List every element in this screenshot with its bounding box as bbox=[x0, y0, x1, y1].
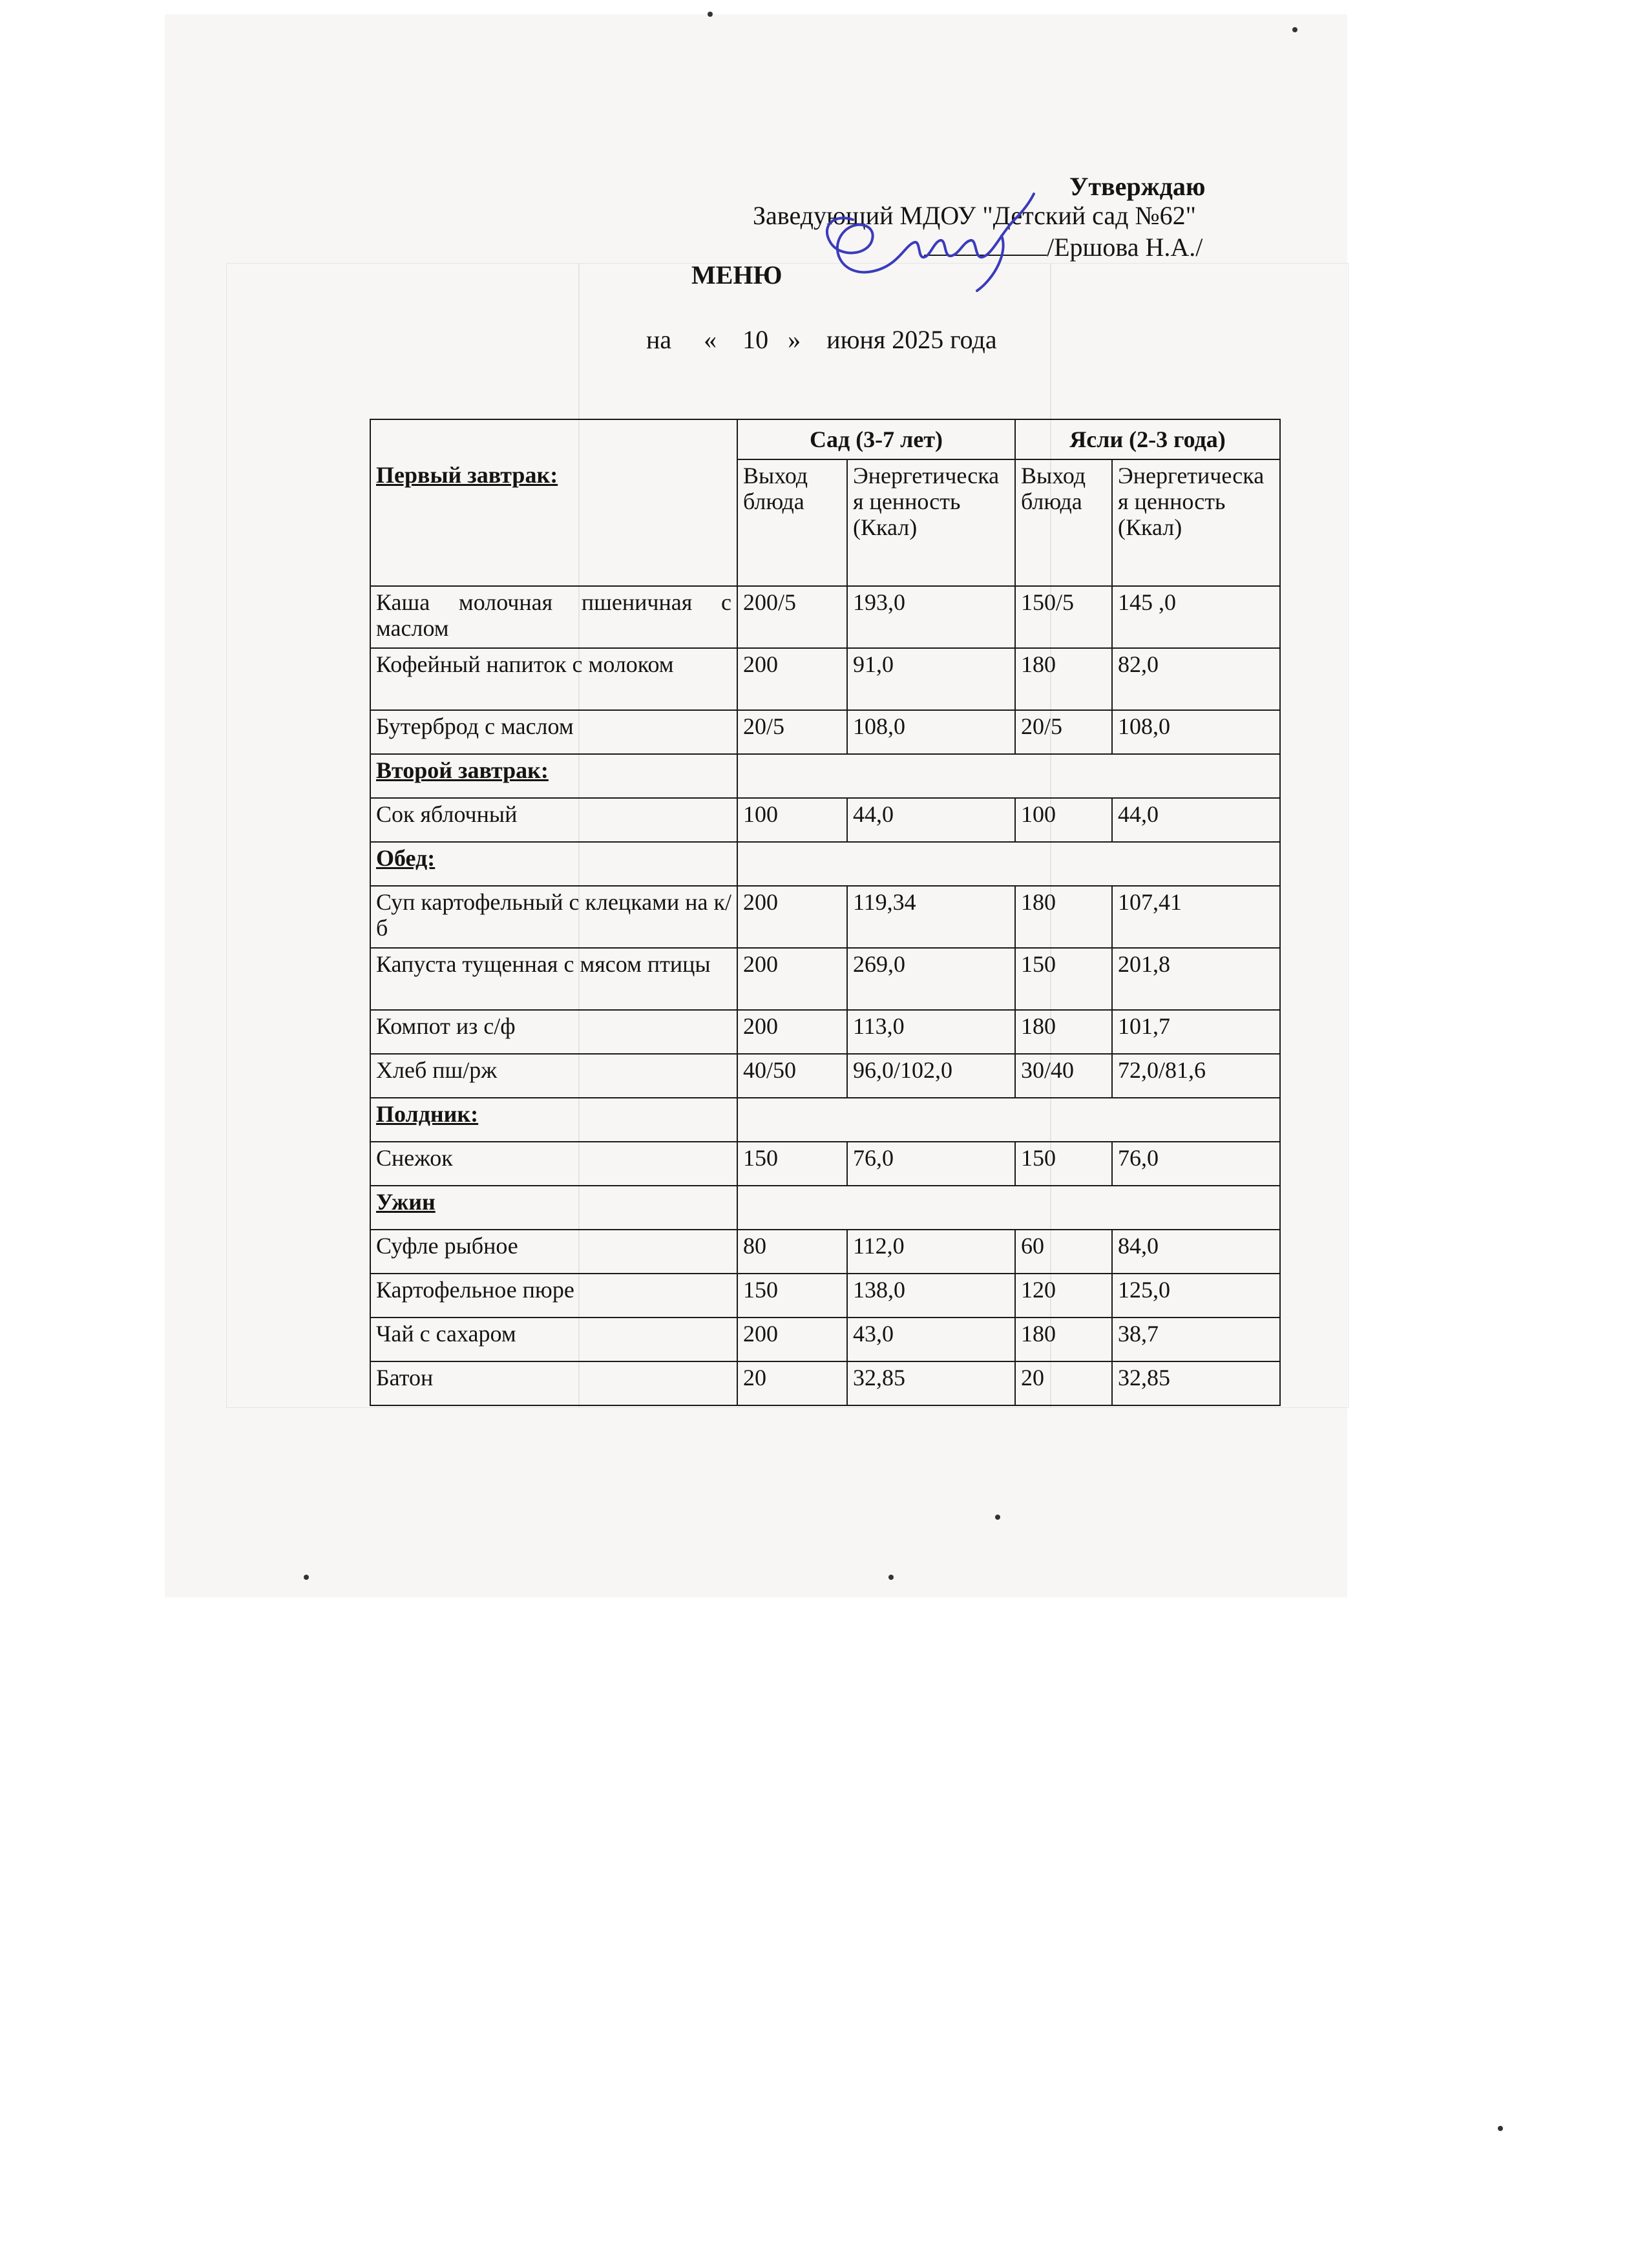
output-yasli-cell: 150 bbox=[1015, 1142, 1112, 1186]
output-yasli-cell: 180 bbox=[1015, 648, 1112, 710]
table-row bbox=[370, 1361, 1280, 1405]
scan-speck bbox=[304, 1575, 309, 1580]
section-empty-cell bbox=[737, 842, 1280, 886]
energy-yasli-cell: 72,0/81,6 bbox=[1112, 1054, 1280, 1098]
output-sad-cell: 200 bbox=[737, 648, 847, 710]
output-yasli-cell: 180 bbox=[1015, 1010, 1112, 1054]
energy-yasli-cell: 101,7 bbox=[1112, 1010, 1280, 1054]
energy-sad-cell: 91,0 bbox=[847, 648, 1015, 710]
section-title: Первый завтрак: bbox=[370, 459, 737, 586]
energy-yasli-cell: 125,0 bbox=[1112, 1274, 1280, 1318]
dish-name-cell: Хлеб пш/рж bbox=[370, 1054, 737, 1098]
dish-name-cell: Суп картофельный с клецками на к/б bbox=[370, 886, 737, 948]
dish-name-cell: Каша молочная пшеничная с маслом bbox=[370, 586, 737, 648]
section-title: Второй завтрак: bbox=[370, 754, 737, 798]
energy-sad-cell: 108,0 bbox=[847, 710, 1015, 754]
table-row bbox=[370, 1274, 1280, 1318]
section-title: Обед: bbox=[370, 842, 737, 886]
table-row bbox=[370, 1142, 1280, 1186]
energy-yasli-cell: 107,41 bbox=[1112, 886, 1280, 948]
energy-sad-cell: 32,85 bbox=[847, 1361, 1015, 1405]
date-line bbox=[646, 324, 997, 355]
dish-name-cell: Сок яблочный bbox=[370, 798, 737, 842]
date-quote-close: » bbox=[788, 325, 801, 354]
table-row bbox=[370, 1010, 1280, 1054]
output-yasli-cell: 20/5 bbox=[1015, 710, 1112, 754]
table-row bbox=[370, 1318, 1280, 1361]
output-sad-cell: 200 bbox=[737, 886, 847, 948]
scan-speck bbox=[995, 1515, 1000, 1520]
section-empty-cell bbox=[737, 1098, 1280, 1142]
output-yasli-cell: 120 bbox=[1015, 1274, 1112, 1318]
group-header-sad: Сад (3-7 лет) bbox=[737, 419, 1015, 459]
group-header-yasli: Ясли (2-3 года) bbox=[1015, 419, 1280, 459]
energy-sad-cell: 113,0 bbox=[847, 1010, 1015, 1054]
output-sad-cell: 80 bbox=[737, 1230, 847, 1274]
output-sad-cell: 20/5 bbox=[737, 710, 847, 754]
output-sad-cell: 20 bbox=[737, 1361, 847, 1405]
approval-signer-name: /Ершова Н.А./ bbox=[1047, 233, 1203, 262]
dish-name-cell: Снежок bbox=[370, 1142, 737, 1186]
energy-yasli-cell: 108,0 bbox=[1112, 710, 1280, 754]
energy-sad-cell: 96,0/102,0 bbox=[847, 1054, 1015, 1098]
approval-position: Заведующий МДОУ "Детский сад №62" bbox=[753, 201, 1196, 230]
signature-image bbox=[808, 181, 1040, 304]
section-row bbox=[370, 754, 1280, 798]
energy-sad-cell: 138,0 bbox=[847, 1274, 1015, 1318]
table-row bbox=[370, 648, 1280, 710]
dish-name-cell: Бутерброд с маслом bbox=[370, 710, 737, 754]
energy-yasli-cell: 82,0 bbox=[1112, 648, 1280, 710]
energy-yasli-cell: 76,0 bbox=[1112, 1142, 1280, 1186]
date-month-year: июня 2025 года bbox=[826, 325, 997, 354]
table-row bbox=[370, 1054, 1280, 1098]
table-corner-cell bbox=[370, 419, 737, 459]
energy-sad-cell: 43,0 bbox=[847, 1318, 1015, 1361]
energy-yasli-cell: 38,7 bbox=[1112, 1318, 1280, 1361]
dish-name-cell: Картофельное пюре bbox=[370, 1274, 737, 1318]
dish-name-cell: Кофейный напиток с молоком bbox=[370, 648, 737, 710]
energy-sad-cell: 76,0 bbox=[847, 1142, 1015, 1186]
output-yasli-cell: 150 bbox=[1015, 948, 1112, 1010]
energy-sad-cell: 44,0 bbox=[847, 798, 1015, 842]
energy-sad-cell: 119,34 bbox=[847, 886, 1015, 948]
energy-sad-cell: 269,0 bbox=[847, 948, 1015, 1010]
output-yasli-cell: 60 bbox=[1015, 1230, 1112, 1274]
date-day: 10 bbox=[742, 325, 769, 354]
section-empty-cell bbox=[737, 754, 1280, 798]
section-empty-cell bbox=[737, 1186, 1280, 1230]
energy-yasli-cell: 32,85 bbox=[1112, 1361, 1280, 1405]
output-sad-cell: 150 bbox=[737, 1142, 847, 1186]
scan-speck bbox=[888, 1575, 894, 1580]
table-row bbox=[370, 798, 1280, 842]
output-sad-cell: 40/50 bbox=[737, 1054, 847, 1098]
col-header-energy-sad: Энергетическая ценность (Ккал) bbox=[847, 459, 1015, 586]
output-yasli-cell: 180 bbox=[1015, 886, 1112, 948]
output-yasli-cell: 180 bbox=[1015, 1318, 1112, 1361]
output-yasli-cell: 100 bbox=[1015, 798, 1112, 842]
menu-table-body bbox=[370, 586, 1280, 1405]
output-sad-cell: 200 bbox=[737, 1318, 847, 1361]
output-sad-cell: 100 bbox=[737, 798, 847, 842]
table-column-header-row bbox=[370, 459, 1280, 586]
output-yasli-cell: 20 bbox=[1015, 1361, 1112, 1405]
col-header-output-sad: Выход блюда bbox=[737, 459, 847, 586]
menu-table bbox=[370, 419, 1281, 1406]
col-header-output-yasli: Выход блюда bbox=[1015, 459, 1112, 586]
date-prefix: на bbox=[646, 325, 672, 354]
energy-yasli-cell: 84,0 bbox=[1112, 1230, 1280, 1274]
section-row bbox=[370, 842, 1280, 886]
approval-approve: Утверждаю bbox=[1069, 172, 1206, 201]
output-sad-cell: 200 bbox=[737, 1010, 847, 1054]
energy-yasli-cell: 201,8 bbox=[1112, 948, 1280, 1010]
scan-speck bbox=[1498, 2126, 1503, 2131]
table-row bbox=[370, 1230, 1280, 1274]
col-header-energy-yasli: Энергетическая ценность (Ккал) bbox=[1112, 459, 1280, 586]
table-row bbox=[370, 586, 1280, 648]
scan-speck bbox=[708, 12, 713, 17]
dish-name-cell: Компот из с/ф bbox=[370, 1010, 737, 1054]
table-row bbox=[370, 886, 1280, 948]
dish-name-cell: Батон bbox=[370, 1361, 737, 1405]
energy-yasli-cell: 44,0 bbox=[1112, 798, 1280, 842]
table-row bbox=[370, 948, 1280, 1010]
energy-sad-cell: 112,0 bbox=[847, 1230, 1015, 1274]
page-title: МЕНЮ bbox=[691, 260, 782, 289]
output-sad-cell: 200 bbox=[737, 948, 847, 1010]
dish-name-cell: Чай с сахаром bbox=[370, 1318, 737, 1361]
section-title: Ужин bbox=[370, 1186, 737, 1230]
output-yasli-cell: 30/40 bbox=[1015, 1054, 1112, 1098]
section-row bbox=[370, 1098, 1280, 1142]
date-quote-open: « bbox=[704, 325, 717, 354]
section-title: Полдник: bbox=[370, 1098, 737, 1142]
energy-yasli-cell: 145 ,0 bbox=[1112, 586, 1280, 648]
dish-name-cell: Суфле рыбное bbox=[370, 1230, 737, 1274]
scan-speck bbox=[1292, 27, 1297, 32]
output-yasli-cell: 150/5 bbox=[1015, 586, 1112, 648]
output-sad-cell: 200/5 bbox=[737, 586, 847, 648]
table-group-header-row bbox=[370, 419, 1280, 459]
section-row bbox=[370, 1186, 1280, 1230]
table-row bbox=[370, 710, 1280, 754]
output-sad-cell: 150 bbox=[737, 1274, 847, 1318]
dish-name-cell: Капуста тущенная с мясом птицы bbox=[370, 948, 737, 1010]
energy-sad-cell: 193,0 bbox=[847, 586, 1015, 648]
